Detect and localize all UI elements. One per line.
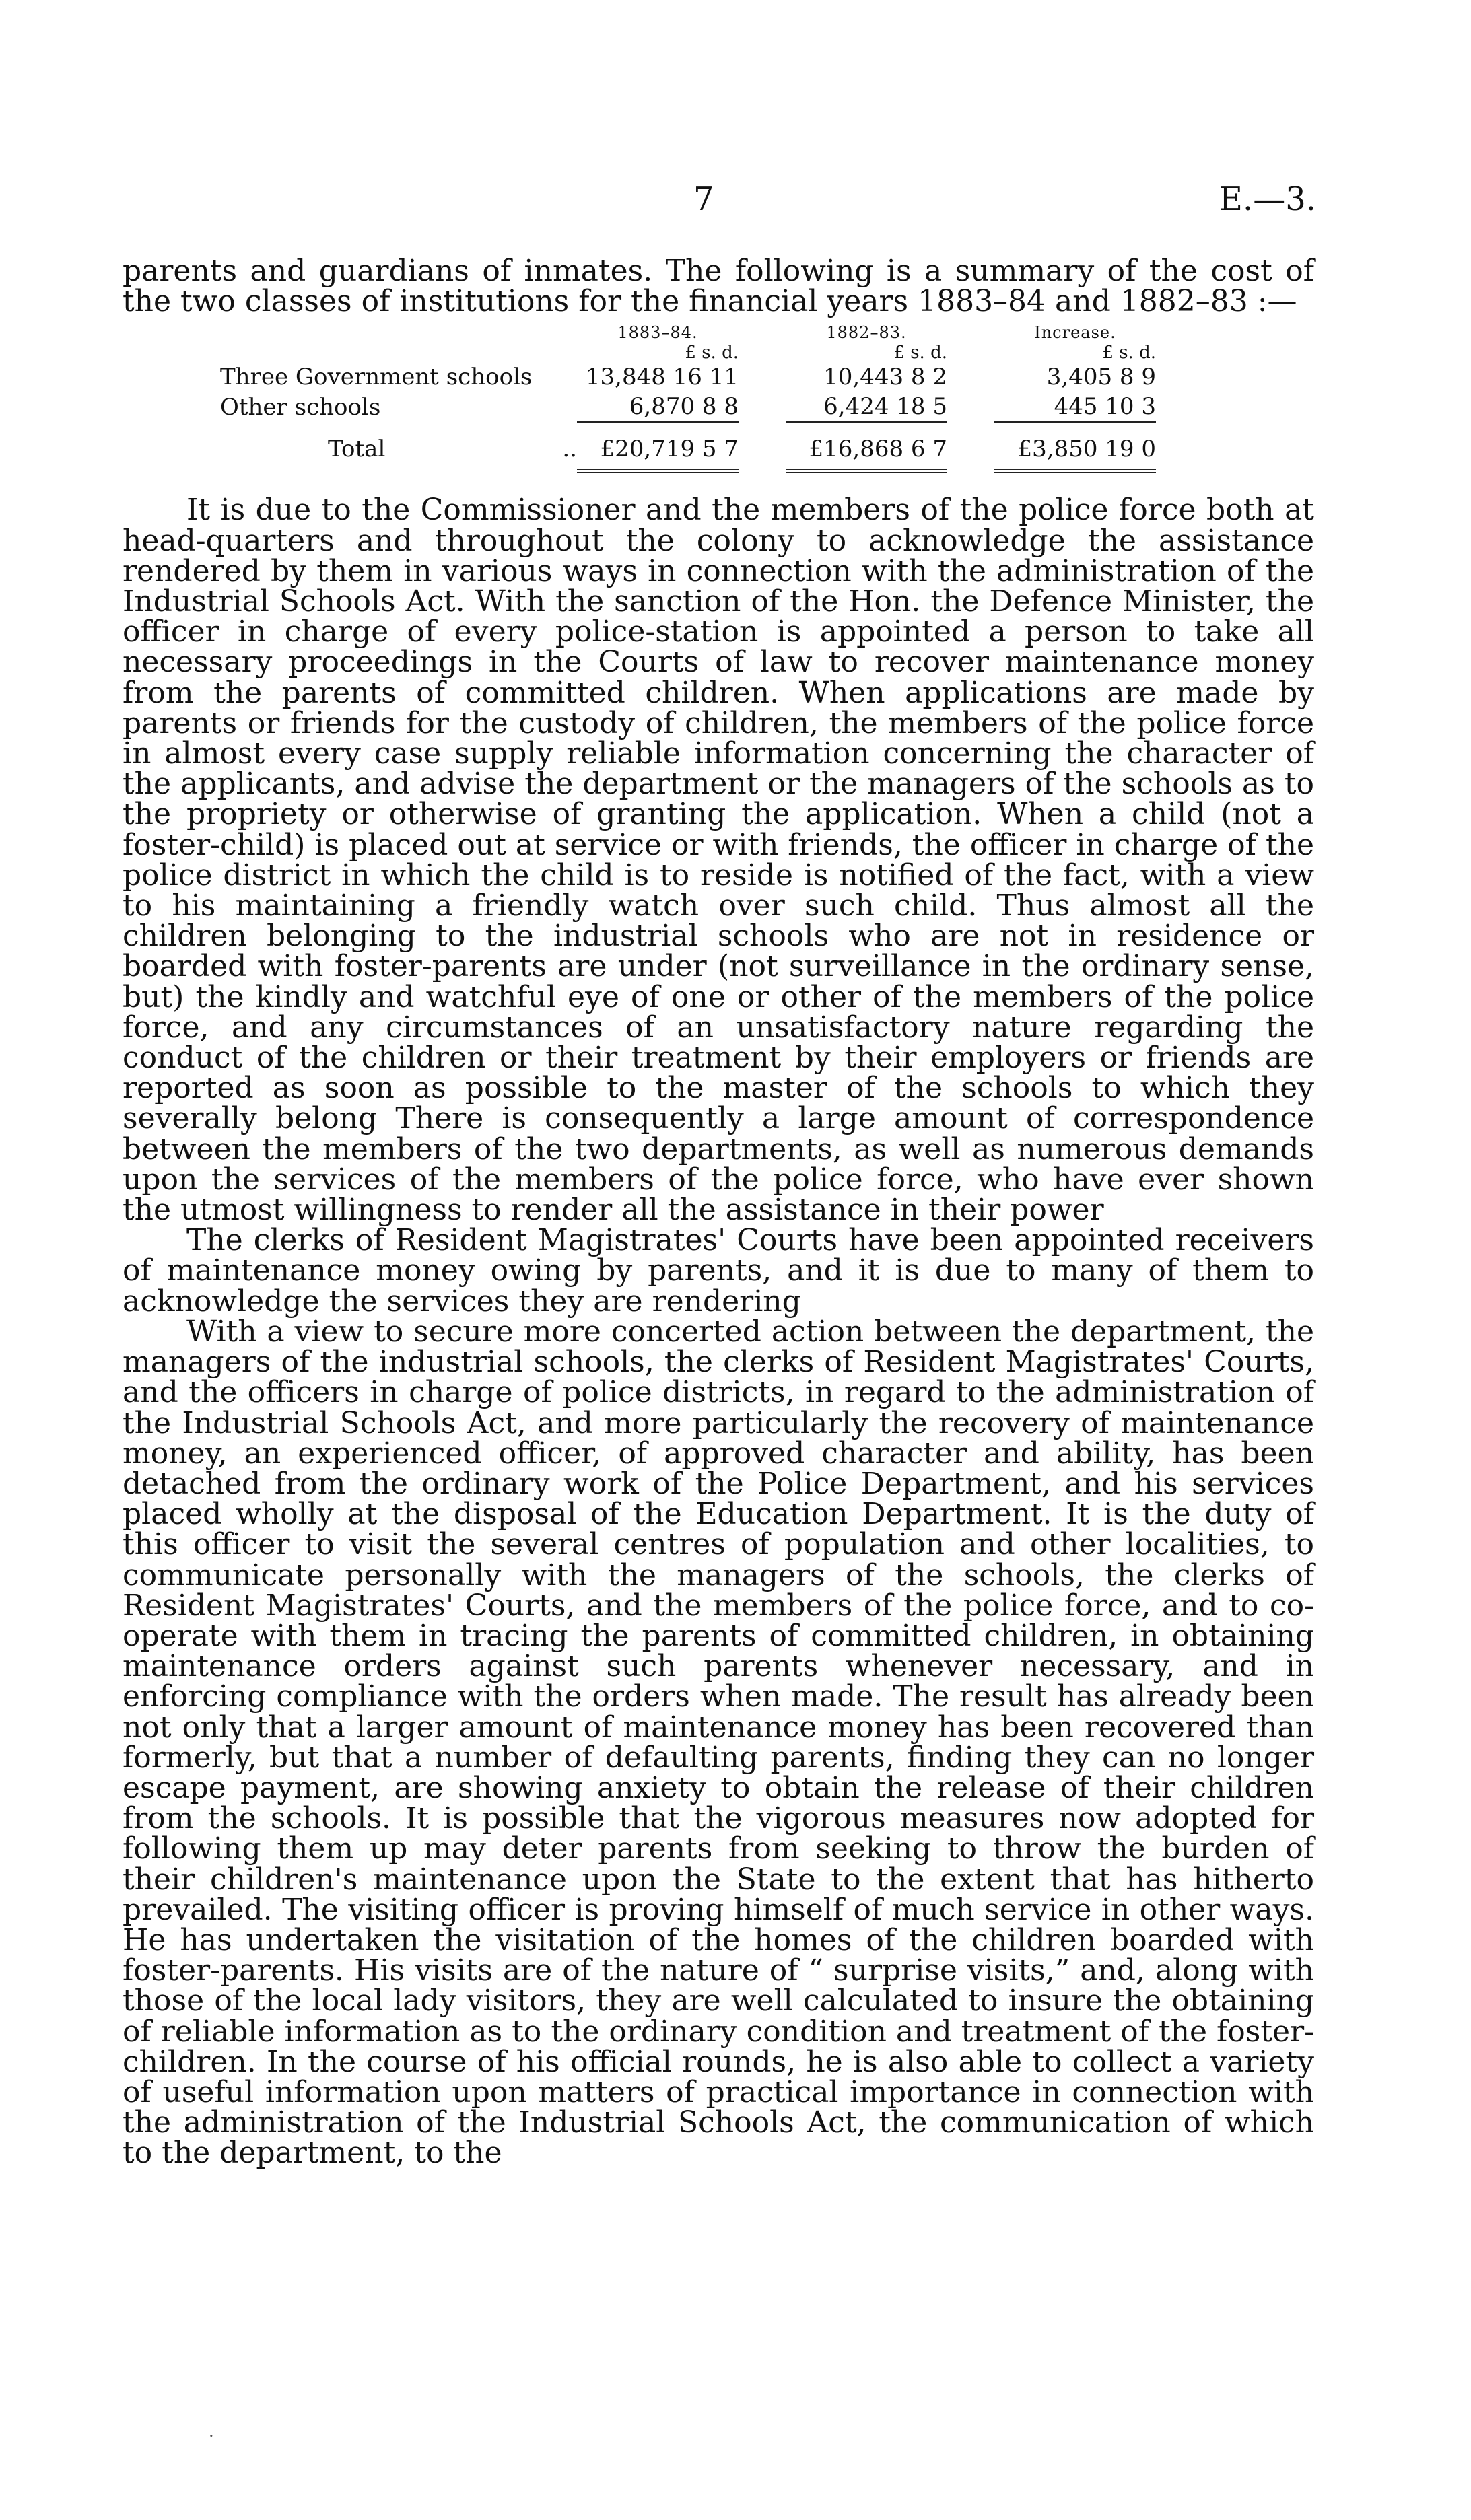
units-increase: £ s. d. bbox=[1102, 343, 1156, 363]
value-increase: 445 10 3 bbox=[1054, 393, 1156, 421]
total-leader: .. bbox=[562, 435, 577, 463]
body-text bbox=[123, 256, 1314, 2169]
column-header-increase: Increase. bbox=[1034, 323, 1116, 343]
column-header-1882-83: 1882–83. bbox=[826, 323, 907, 343]
units-1883-84: £ s. d. bbox=[685, 343, 739, 363]
row-label: Three Government schools bbox=[220, 363, 533, 391]
total-increase: £3,850 19 0 bbox=[1017, 435, 1156, 463]
total-1882-83: £16,868 6 7 bbox=[809, 435, 947, 463]
row-label: Other schools bbox=[220, 394, 381, 421]
value-1882-83: 6,424 18 5 bbox=[823, 393, 947, 421]
table-corner bbox=[220, 322, 577, 343]
total-1883-84: £20,719 5 7 bbox=[600, 435, 739, 463]
page-number: 7 bbox=[693, 180, 714, 218]
footer-mark: . bbox=[209, 2422, 214, 2441]
document-reference: E.—3. bbox=[1219, 180, 1316, 218]
value-increase: 3,405 8 9 bbox=[1046, 363, 1156, 391]
paragraph-visiting-officer: With a view to secure more concerted action between the department, the managers of the industrial schools, the clerks of Resident Magistrates' Courts, and the officers in charge of police districts, in regard to the administration of the Industrial Schools Act, and more particularly the recovery of maintenance money, an experienced officer, of approved character and ability, has been detached from the ordinary work of the Police Department, and his services placed wholly at the disposal of the Education Department. It is the duty of this officer to visit the several centres of population and other localities, to communicate personally with the managers of the schools, the clerks of Resident Magistrates' Courts, and the members of the police force, and to co-operate with them in tracing the parents of committed children, in obtaining maintenance orders against such parents whenever necessary, and in enforcing compliance with the orders when made. The result has already been not only that a larger amount of maintenance money has been recovered than formerly, but that a number of defaulting parents, finding they can no longer escape payment, are showing anxiety to obtain the release of their children from the schools. It is possible that the vigorous measures now adopted for following them up may deter parents from seeking to throw the burden of their children's maintenance upon the State to the extent that has hitherto prevailed. The visiting officer is proving himself of much service in other ways. He has undertaken the visitation of the homes of the children boarded with foster-parents. His visits are of the nature of “ surprise visits,” and, along with those of the local lady visitors, they are well calculated to insure the obtaining of reliable information as to the ordinary condition and treatment of the foster-children. In the course of his official rounds, he is also able to collect a variety of useful information upon matters of practical importance in connection with the administration of the Industrial Schools Act, the communication of which to the department, to the bbox=[123, 1314, 1314, 2171]
total-row bbox=[220, 434, 1156, 464]
table-row bbox=[220, 362, 1156, 392]
value-1882-83: 10,443 8 2 bbox=[823, 363, 947, 391]
table-row bbox=[220, 392, 1156, 422]
column-header-1883-84: 1883–84. bbox=[617, 323, 698, 343]
paragraph-police-assistance: It is due to the Commissioner and the members of the police force both at head-quarters and throughout the colony to acknowledge the assistance rendered by them in various ways in connection with the administration of the Industrial Schools Act. With the sanction of the Hon. the Defence Minister, the officer in charge of every police-station is appointed a person to take all necessary proceedings in the Courts of law to recover maintenance money from the parents of committed children. When applications are made by parents or friends for the custody of children, the members of the police force in almost every case supply reliable information concerning the character of the applicants, and advise the department or the managers of the schools as to the propriety or otherwise of granting the application. When a child (not a foster-child) is placed out at service or with friends, the officer in charge of the police district in which the child is to reside is notified of the fact, with a view to his maintaining a friendly watch over such child. Thus almost all the children belonging to the industrial schools who are not in residence or boarded with foster-parents are under (not surveillance in the ordinary sense, but) the kindly and watchful eye of one or other of the members of the police force, and any circumstances of an unsatisfactory nature regarding the conduct of the children or their treatment by their employers or friends are reported as soon as possible to the master of the schools to which they severally belong There is consequently a large amount of correspondence between the members of the two departments, as well as numerous demands upon the services of the members of the police force, who have ever shown the utmost willingness to render all the assistance in their power bbox=[123, 493, 1314, 1228]
page-header bbox=[0, 180, 1471, 221]
value-1883-84: 6,870 8 8 bbox=[629, 393, 739, 421]
intro-paragraph: parents and guardians of inmates. The following is a summary of the cost of the two classes of institutions for the financial years 1883–84 and 1882–83 :— bbox=[123, 254, 1314, 319]
paragraph-clerks: The clerks of Resident Magistrates' Courts have been appointed receivers of maintenance money owing by parents, and it is due to many of them to acknowledge the services they are rendering bbox=[123, 1223, 1314, 1319]
value-1883-84: 13,848 16 11 bbox=[585, 363, 739, 391]
units-1882-83: £ s. d. bbox=[893, 343, 947, 363]
total-label: Total bbox=[328, 435, 386, 463]
cost-summary-table bbox=[123, 322, 1314, 473]
